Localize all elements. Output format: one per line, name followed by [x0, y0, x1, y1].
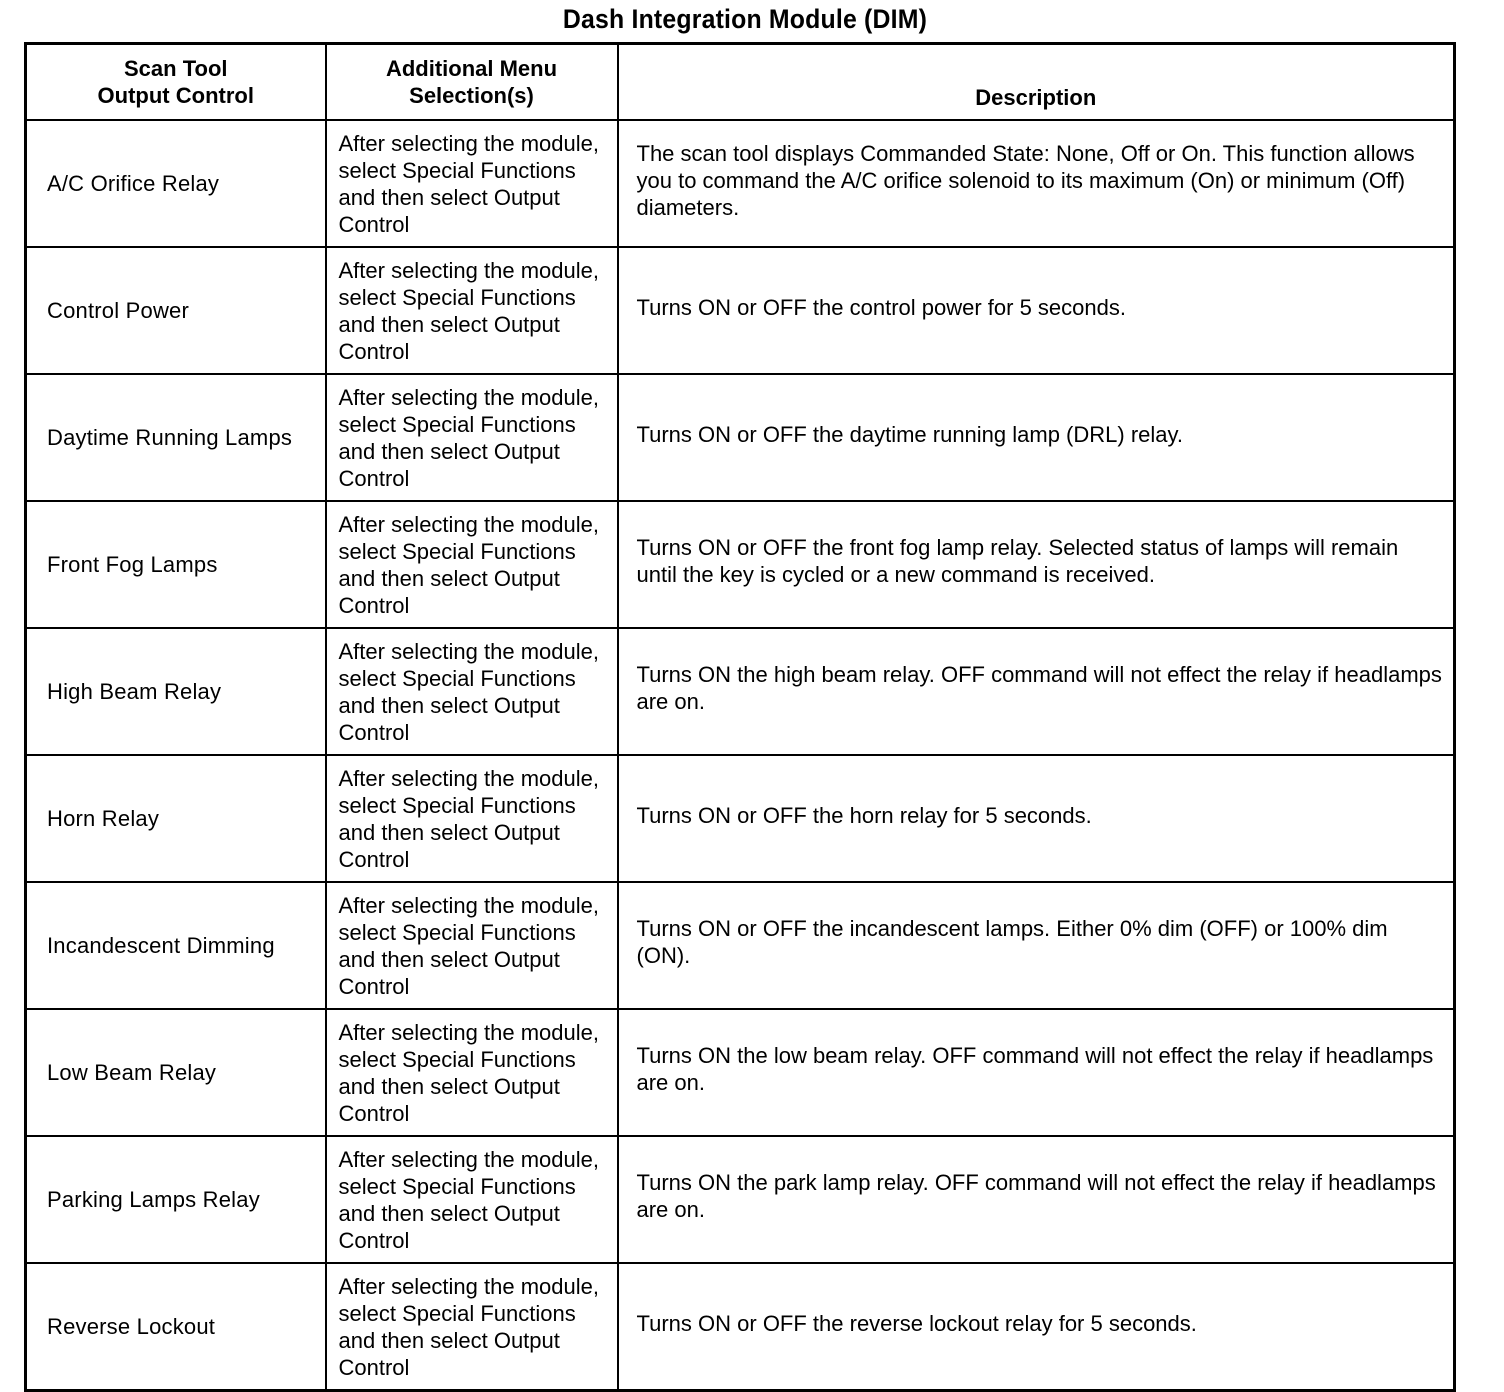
table-row [26, 374, 1455, 501]
description-cell: The scan tool displays Commanded State: None, Off or On. This function allows you to command the A/C orifice solenoid to its maximum (On) or minimum (Off) diameters. [618, 120, 1455, 247]
header-description: Description [618, 44, 1455, 121]
output-control-cell: Control Power [26, 247, 326, 374]
document-title: Dash Integration Module (DIM) [562, 4, 928, 34]
dim-output-control-table [24, 42, 1456, 1392]
description-cell: Turns ON or OFF the front fog lamp relay. Selected status of lamps will remain until the key is cycled or a new command is received. [618, 501, 1455, 628]
description-cell: Turns ON the low beam relay. OFF command will not effect the relay if headlamps are on. [618, 1009, 1455, 1136]
header-menu-line1: Additional Menu [385, 56, 558, 81]
table-row [26, 1263, 1455, 1391]
description-cell: Turns ON or OFF the control power for 5 seconds. [618, 247, 1455, 374]
description-cell: Turns ON or OFF the daytime running lamp (DRL) relay. [618, 374, 1455, 501]
table-row [26, 1009, 1455, 1136]
output-control-cell: Low Beam Relay [26, 1009, 326, 1136]
table-row [26, 501, 1455, 628]
table-row [26, 247, 1455, 374]
description-cell: Turns ON or OFF the horn relay for 5 seconds. [618, 755, 1455, 882]
description-cell: Turns ON or OFF the reverse lockout relay for 5 seconds. [618, 1263, 1455, 1391]
output-control-cell: High Beam Relay [26, 628, 326, 755]
menu-selection-cell: After selecting the module, select Special Functions and then select Output Control [326, 1263, 618, 1391]
menu-selection-cell: After selecting the module, select Special Functions and then select Output Control [326, 120, 618, 247]
menu-selection-cell: After selecting the module, select Special Functions and then select Output Control [326, 501, 618, 628]
menu-selection-cell: After selecting the module, select Special Functions and then select Output Control [326, 1009, 618, 1136]
menu-selection-cell: After selecting the module, select Special Functions and then select Output Control [326, 374, 618, 501]
table-row [26, 755, 1455, 882]
header-scan-tool-output-control [26, 44, 326, 121]
menu-selection-cell: After selecting the module, select Special Functions and then select Output Control [326, 628, 618, 755]
output-control-cell: Horn Relay [26, 755, 326, 882]
output-control-cell: A/C Orifice Relay [26, 120, 326, 247]
output-control-cell: Parking Lamps Relay [26, 1136, 326, 1263]
output-control-cell: Incandescent Dimming [26, 882, 326, 1009]
header-menu-line2: Selection(s) [409, 83, 534, 108]
header-output-control-line2: Output Control [97, 83, 254, 108]
menu-selection-cell: After selecting the module, select Special Functions and then select Output Control [326, 755, 618, 882]
output-control-cell: Daytime Running Lamps [26, 374, 326, 501]
header-output-control-line1: Scan Tool [124, 56, 228, 81]
table-row [26, 120, 1455, 247]
description-cell: Turns ON the high beam relay. OFF command will not effect the relay if headlamps are on. [618, 628, 1455, 755]
output-control-cell: Front Fog Lamps [26, 501, 326, 628]
output-control-cell: Reverse Lockout [26, 1263, 326, 1391]
menu-selection-cell: After selecting the module, select Special Functions and then select Output Control [326, 247, 618, 374]
table-row [26, 882, 1455, 1009]
description-cell: Turns ON the park lamp relay. OFF command will not effect the relay if headlamps are on. [618, 1136, 1455, 1263]
menu-selection-cell: After selecting the module, select Special Functions and then select Output Control [326, 882, 618, 1009]
table-row [26, 628, 1455, 755]
menu-selection-cell: After selecting the module, select Special Functions and then select Output Control [326, 1136, 618, 1263]
table-header-row [26, 44, 1455, 121]
table-row [26, 1136, 1455, 1263]
header-additional-menu-selections [326, 44, 618, 121]
description-cell: Turns ON or OFF the incandescent lamps. Either 0% dim (OFF) or 100% dim (ON). [618, 882, 1455, 1009]
